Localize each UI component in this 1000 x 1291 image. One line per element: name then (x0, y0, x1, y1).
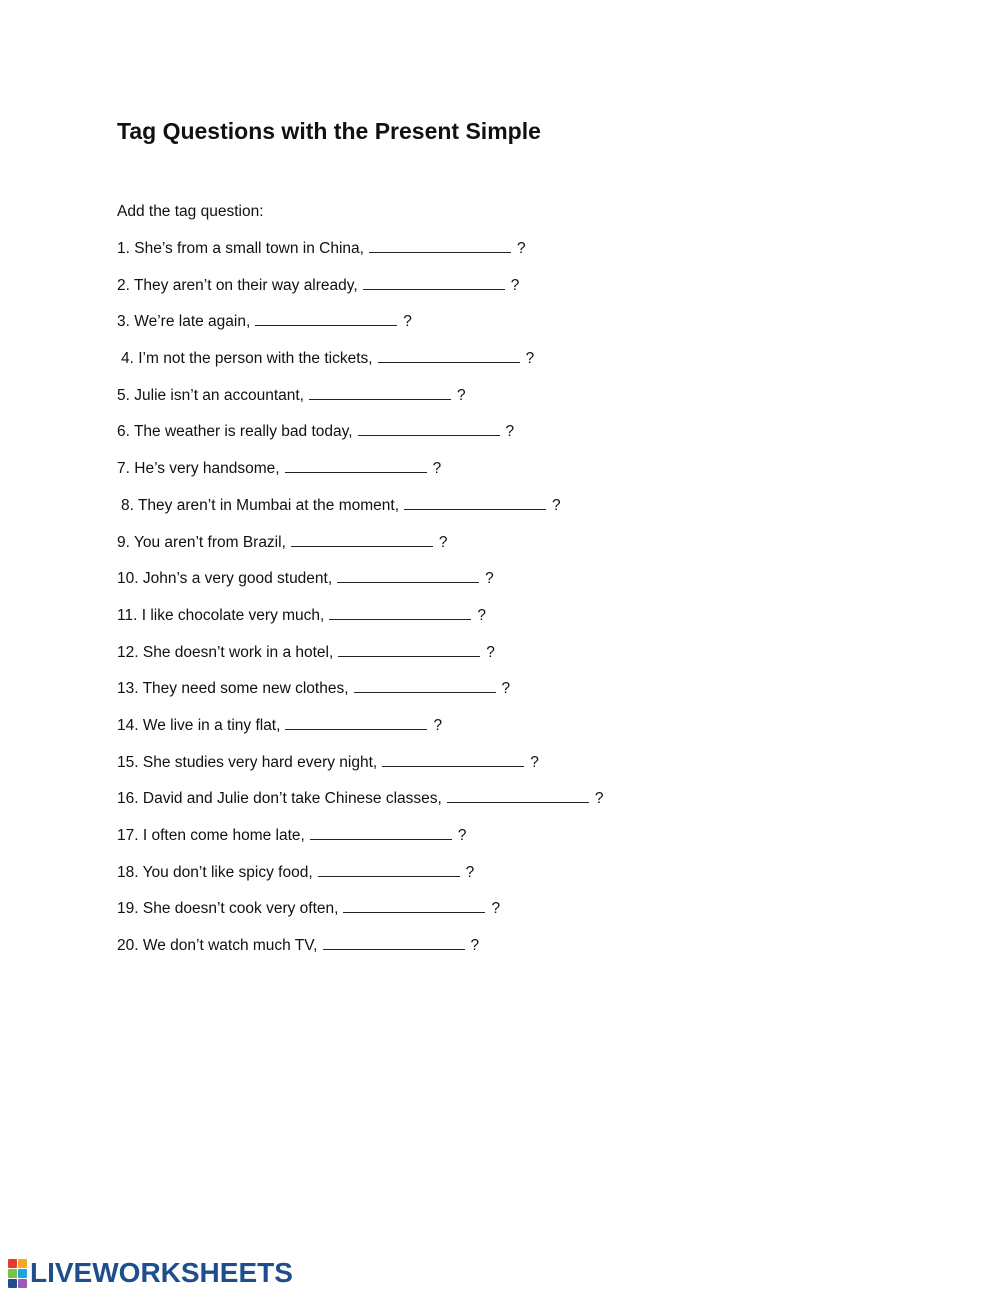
answer-input[interactable] (363, 279, 505, 292)
question-item (117, 716, 603, 753)
question-item (117, 533, 603, 570)
question-item (117, 386, 603, 423)
answer-input[interactable] (285, 719, 427, 732)
question-number: 5. (117, 386, 130, 404)
answer-input[interactable] (255, 315, 397, 328)
question-text: He’s very handsome, (134, 460, 280, 478)
question-text: They aren’t in Mumbai at the moment, (137, 496, 400, 514)
answer-blank[interactable] (310, 826, 452, 840)
question-mark: ? (465, 863, 475, 881)
question-text: We live in a tiny flat, (142, 716, 281, 734)
answer-input[interactable] (323, 939, 465, 952)
question-text: You aren’t from Brazil, (133, 533, 286, 551)
question-number: 19. (117, 900, 139, 918)
question-number: 4. (121, 350, 134, 368)
answer-blank[interactable] (447, 789, 589, 803)
question-item (117, 789, 603, 826)
question-text: They need some new clothes, (142, 680, 349, 698)
answer-blank[interactable] (369, 239, 511, 253)
question-number: 8. (121, 496, 134, 514)
question-text: We’re late again, (134, 313, 251, 331)
question-mark: ? (433, 716, 443, 734)
question-number: 7. (117, 460, 130, 478)
question-text: She studies very hard every night, (142, 753, 378, 771)
question-mark: ? (530, 753, 539, 771)
instruction-text: Add the tag question: (117, 203, 264, 220)
question-mark: ? (485, 570, 494, 588)
question-text: John’s a very good student, (142, 570, 333, 588)
answer-input[interactable] (369, 242, 511, 255)
logo-block (8, 1259, 17, 1268)
answer-blank[interactable] (285, 716, 427, 730)
answer-blank[interactable] (404, 496, 546, 510)
question-text: The weather is really bad today, (133, 423, 353, 441)
question-item (117, 459, 603, 496)
answer-blank[interactable] (285, 459, 427, 473)
question-mark: ? (594, 790, 604, 808)
question-mark: ? (486, 643, 495, 661)
question-mark: ? (470, 937, 480, 955)
question-mark: ? (457, 386, 466, 404)
question-item (117, 496, 603, 533)
question-mark: ? (491, 900, 501, 918)
answer-blank[interactable] (382, 753, 524, 767)
question-item (117, 826, 603, 863)
logo-block (8, 1269, 17, 1278)
question-mark: ? (432, 460, 442, 478)
question-mark: ? (501, 680, 511, 698)
question-number: 9. (117, 533, 130, 551)
answer-blank[interactable] (338, 643, 480, 657)
question-number: 3. (117, 313, 130, 331)
question-mark: ? (510, 276, 520, 294)
question-item (117, 753, 603, 790)
question-number: 10. (117, 570, 139, 588)
answer-input[interactable] (354, 682, 496, 695)
question-number: 6. (117, 423, 130, 441)
answer-input[interactable] (310, 829, 452, 842)
logo-block (8, 1279, 17, 1288)
question-mark: ? (403, 313, 412, 331)
answer-blank[interactable] (378, 349, 520, 363)
answer-input[interactable] (358, 425, 500, 438)
logo-block (18, 1269, 27, 1278)
question-item (117, 606, 603, 643)
question-item (117, 276, 603, 313)
question-text: I’m not the person with the tickets, (138, 350, 373, 368)
answer-blank[interactable] (337, 569, 479, 583)
question-number: 13. (117, 680, 139, 698)
question-mark: ? (516, 240, 526, 257)
question-text: David and Julie don’t take Chinese classes, (142, 790, 442, 808)
question-mark: ? (505, 423, 515, 441)
question-mark: ? (438, 533, 448, 551)
question-number: 1. (117, 240, 130, 257)
question-item (117, 349, 603, 386)
answer-blank[interactable] (309, 386, 451, 400)
question-text: She doesn’t cook very often, (142, 900, 339, 918)
question-mark: ? (525, 350, 535, 368)
answer-blank[interactable] (343, 899, 485, 913)
answer-input[interactable] (318, 866, 460, 879)
question-text: I like chocolate very much, (141, 606, 325, 624)
answer-input[interactable] (343, 902, 485, 915)
answer-blank[interactable] (363, 276, 505, 290)
logo-icon (8, 1259, 27, 1288)
answer-input[interactable] (309, 389, 451, 402)
answer-input[interactable] (378, 352, 520, 365)
question-text: You don’t like spicy food, (142, 863, 313, 881)
question-item (117, 312, 603, 349)
question-mark: ? (457, 827, 467, 844)
question-number: 16. (117, 790, 139, 808)
question-mark: ? (477, 606, 486, 624)
question-text: We don’t watch much TV, (142, 937, 318, 955)
question-text: They aren’t on their way already, (133, 276, 358, 294)
answer-input[interactable] (337, 572, 479, 585)
answer-input[interactable] (291, 536, 433, 549)
answer-input[interactable] (338, 646, 480, 659)
question-text: Julie isn’t an accountant, (134, 386, 304, 404)
answer-blank[interactable] (318, 863, 460, 877)
question-text: She’s from a small town in China, (134, 240, 364, 257)
question-text: I often come home late, (142, 827, 305, 844)
answer-blank[interactable] (354, 679, 496, 693)
question-number: 15. (117, 753, 139, 771)
answer-input[interactable] (329, 609, 471, 622)
question-number: 20. (117, 937, 139, 955)
answer-input[interactable] (285, 462, 427, 475)
question-mark: ? (552, 496, 561, 514)
question-number: 17. (117, 827, 139, 844)
answer-blank[interactable] (291, 533, 433, 547)
question-list (117, 239, 603, 973)
answer-blank[interactable] (255, 312, 397, 326)
question-item (117, 863, 603, 900)
answer-input[interactable] (382, 756, 524, 769)
question-text: She doesn’t work in a hotel, (142, 643, 334, 661)
answer-input[interactable] (404, 499, 546, 512)
logo-block (18, 1279, 27, 1288)
question-item (117, 679, 603, 716)
question-item (117, 569, 603, 606)
question-item (117, 899, 603, 936)
answer-blank[interactable] (329, 606, 471, 620)
question-number: 14. (117, 716, 139, 734)
logo-text: LIVEWORKSHEETS (30, 1257, 293, 1288)
worksheet-title: Tag Questions with the Present Simple (117, 118, 541, 144)
question-number: 18. (117, 863, 139, 881)
answer-blank[interactable] (358, 422, 500, 436)
answer-blank[interactable] (323, 936, 465, 950)
question-item (117, 936, 603, 973)
liveworksheets-logo (8, 1258, 293, 1288)
question-item (117, 239, 603, 276)
logo-block (18, 1259, 27, 1268)
question-item (117, 643, 603, 680)
question-number: 11. (117, 606, 138, 624)
answer-input[interactable] (447, 792, 589, 805)
question-item (117, 422, 603, 459)
question-number: 12. (117, 643, 139, 661)
question-number: 2. (117, 276, 130, 294)
